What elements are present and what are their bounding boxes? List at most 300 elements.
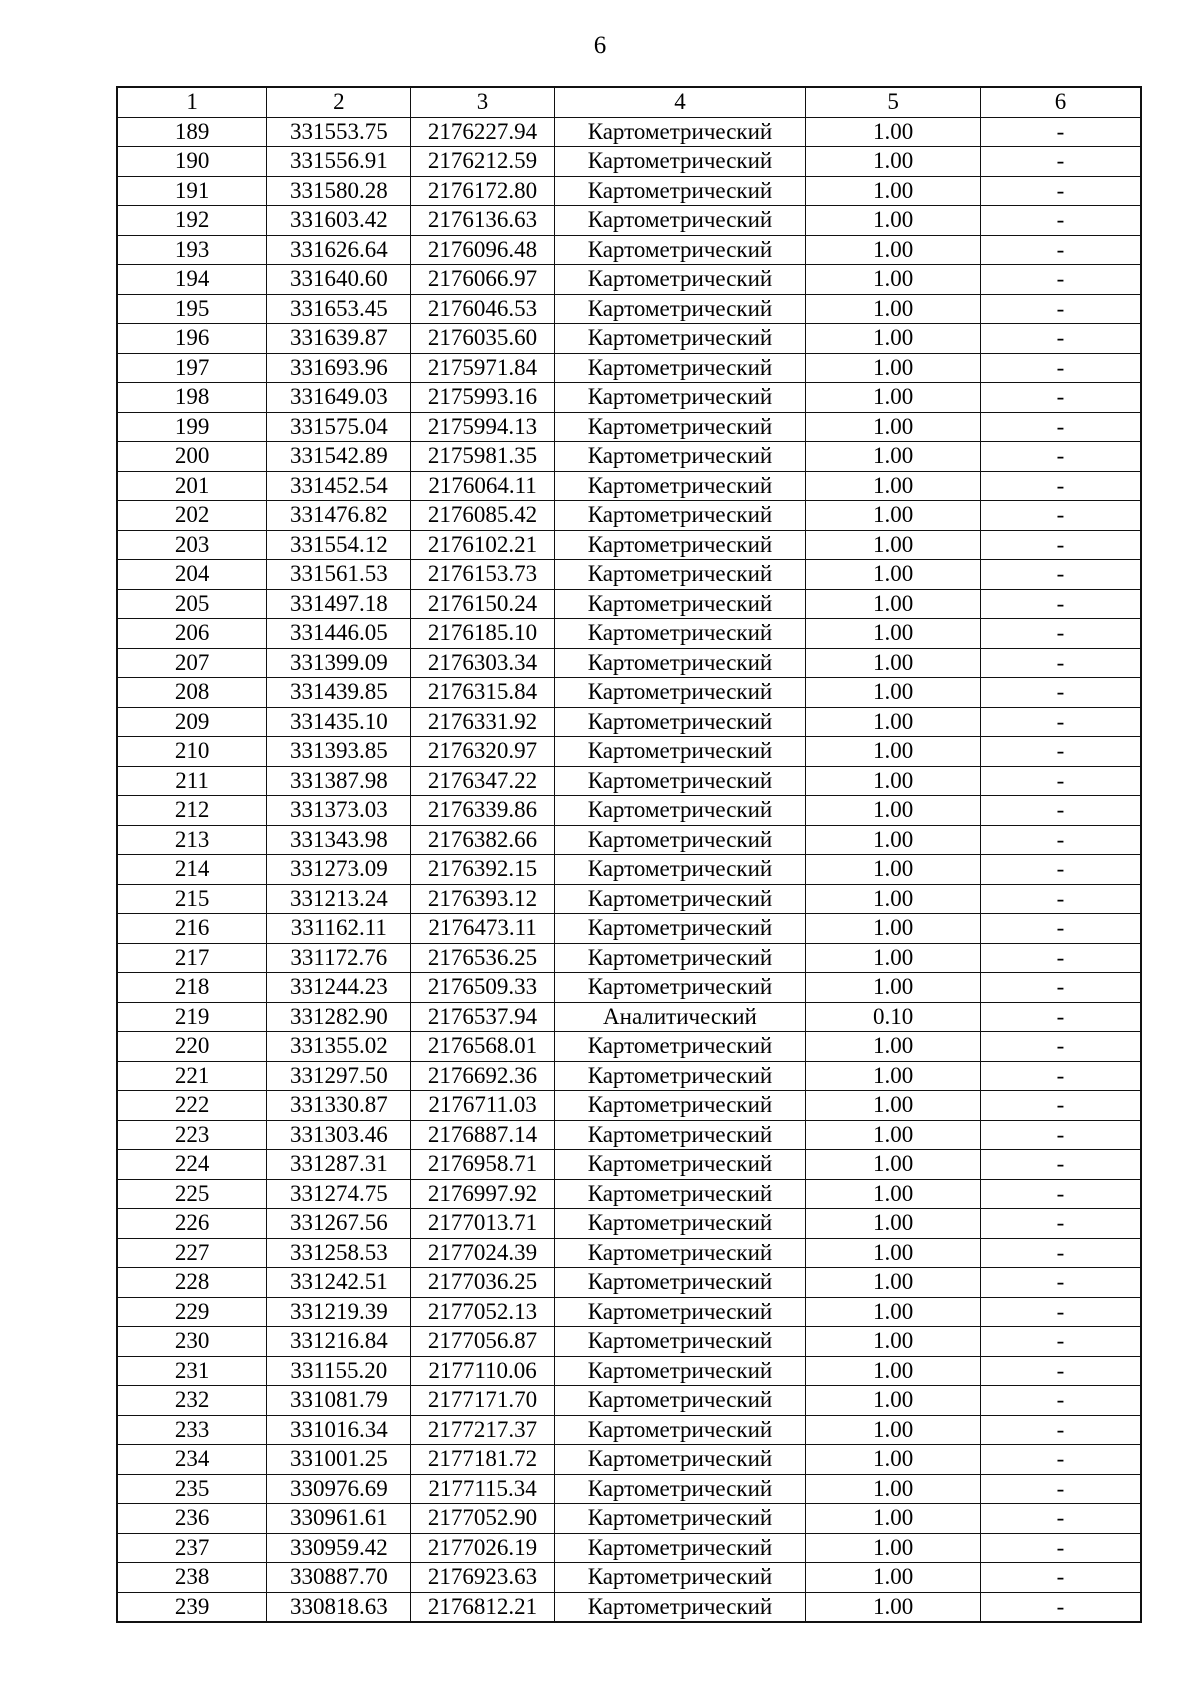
note-cell: -	[980, 530, 1141, 560]
y-coordinate-cell: 2177052.90	[411, 1504, 554, 1534]
table-row	[117, 353, 1141, 383]
y-coordinate-cell: 2176923.63	[411, 1563, 554, 1593]
note-cell: -	[980, 914, 1141, 944]
table-row	[117, 383, 1141, 413]
x-coordinate-cell: 331373.03	[267, 796, 411, 826]
point-number-cell: 222	[117, 1091, 267, 1121]
method-cell: Картометрический	[554, 442, 806, 472]
accuracy-cell: 1.00	[806, 1445, 981, 1475]
note-cell: -	[980, 1533, 1141, 1563]
x-coordinate-cell: 331554.12	[267, 530, 411, 560]
table-row	[117, 1209, 1141, 1239]
table-row	[117, 235, 1141, 265]
accuracy-cell: 1.00	[806, 176, 981, 206]
x-coordinate-cell: 331258.53	[267, 1238, 411, 1268]
method-cell: Картометрический	[554, 973, 806, 1003]
method-cell: Картометрический	[554, 235, 806, 265]
accuracy-cell: 1.00	[806, 1415, 981, 1445]
point-number-cell: 189	[117, 117, 267, 147]
note-cell: -	[980, 560, 1141, 590]
accuracy-cell: 1.00	[806, 117, 981, 147]
point-number-cell: 201	[117, 471, 267, 501]
point-number-cell: 239	[117, 1592, 267, 1622]
accuracy-cell: 1.00	[806, 383, 981, 413]
x-coordinate-cell: 331155.20	[267, 1356, 411, 1386]
point-number-cell: 221	[117, 1061, 267, 1091]
table-row	[117, 973, 1141, 1003]
x-coordinate-cell: 331580.28	[267, 176, 411, 206]
method-cell: Картометрический	[554, 530, 806, 560]
y-coordinate-cell: 2176339.86	[411, 796, 554, 826]
y-coordinate-cell: 2177026.19	[411, 1533, 554, 1563]
x-coordinate-cell: 331446.05	[267, 619, 411, 649]
note-cell: -	[980, 1032, 1141, 1062]
y-coordinate-cell: 2177217.37	[411, 1415, 554, 1445]
point-number-cell: 236	[117, 1504, 267, 1534]
x-coordinate-cell: 331213.24	[267, 884, 411, 914]
accuracy-cell: 1.00	[806, 914, 981, 944]
accuracy-cell: 1.00	[806, 1238, 981, 1268]
point-number-cell: 211	[117, 766, 267, 796]
y-coordinate-cell: 2176085.42	[411, 501, 554, 531]
x-coordinate-cell: 331497.18	[267, 589, 411, 619]
table-row	[117, 117, 1141, 147]
y-coordinate-cell: 2176568.01	[411, 1032, 554, 1062]
accuracy-cell: 1.00	[806, 737, 981, 767]
method-cell: Картометрический	[554, 884, 806, 914]
table-row	[117, 1091, 1141, 1121]
table-row	[117, 294, 1141, 324]
note-cell: -	[980, 1474, 1141, 1504]
method-cell: Картометрический	[554, 294, 806, 324]
x-coordinate-cell: 331439.85	[267, 678, 411, 708]
accuracy-cell: 1.00	[806, 1563, 981, 1593]
y-coordinate-cell: 2176227.94	[411, 117, 554, 147]
x-coordinate-cell: 331575.04	[267, 412, 411, 442]
x-coordinate-cell: 331639.87	[267, 324, 411, 354]
table-row	[117, 206, 1141, 236]
accuracy-cell: 1.00	[806, 1150, 981, 1180]
point-number-cell: 237	[117, 1533, 267, 1563]
x-coordinate-cell: 331244.23	[267, 973, 411, 1003]
y-coordinate-cell: 2177181.72	[411, 1445, 554, 1475]
point-number-cell: 205	[117, 589, 267, 619]
table-row	[117, 1592, 1141, 1622]
point-number-cell: 194	[117, 265, 267, 295]
accuracy-cell: 1.00	[806, 589, 981, 619]
x-coordinate-cell: 331693.96	[267, 353, 411, 383]
x-coordinate-cell: 331297.50	[267, 1061, 411, 1091]
x-coordinate-cell: 331355.02	[267, 1032, 411, 1062]
table-header-row	[117, 87, 1141, 117]
note-cell: -	[980, 324, 1141, 354]
table-row	[117, 648, 1141, 678]
y-coordinate-cell: 2176997.92	[411, 1179, 554, 1209]
table-row	[117, 1386, 1141, 1416]
point-number-cell: 209	[117, 707, 267, 737]
table-row	[117, 796, 1141, 826]
accuracy-cell: 1.00	[806, 766, 981, 796]
table-row	[117, 619, 1141, 649]
accuracy-cell: 1.00	[806, 825, 981, 855]
method-cell: Картометрический	[554, 855, 806, 885]
x-coordinate-cell: 330887.70	[267, 1563, 411, 1593]
note-cell: -	[980, 1356, 1141, 1386]
point-number-cell: 195	[117, 294, 267, 324]
method-cell: Картометрический	[554, 1386, 806, 1416]
accuracy-cell: 1.00	[806, 619, 981, 649]
y-coordinate-cell: 2176136.63	[411, 206, 554, 236]
x-coordinate-cell: 330818.63	[267, 1592, 411, 1622]
accuracy-cell: 1.00	[806, 235, 981, 265]
column-header-6: 6	[980, 87, 1141, 117]
point-number-cell: 212	[117, 796, 267, 826]
point-number-cell: 193	[117, 235, 267, 265]
y-coordinate-cell: 2176320.97	[411, 737, 554, 767]
point-number-cell: 208	[117, 678, 267, 708]
table-row	[117, 855, 1141, 885]
note-cell: -	[980, 1297, 1141, 1327]
accuracy-cell: 1.00	[806, 1504, 981, 1534]
note-cell: -	[980, 501, 1141, 531]
table-row	[117, 530, 1141, 560]
method-cell: Картометрический	[554, 117, 806, 147]
point-number-cell: 219	[117, 1002, 267, 1032]
method-cell: Картометрический	[554, 1032, 806, 1062]
note-cell: -	[980, 737, 1141, 767]
method-cell: Картометрический	[554, 796, 806, 826]
method-cell: Картометрический	[554, 176, 806, 206]
y-coordinate-cell: 2176315.84	[411, 678, 554, 708]
note-cell: -	[980, 206, 1141, 236]
method-cell: Аналитический	[554, 1002, 806, 1032]
method-cell: Картометрический	[554, 943, 806, 973]
table-row	[117, 1563, 1141, 1593]
point-number-cell: 226	[117, 1209, 267, 1239]
point-number-cell: 196	[117, 324, 267, 354]
y-coordinate-cell: 2176185.10	[411, 619, 554, 649]
table-row	[117, 589, 1141, 619]
note-cell: -	[980, 678, 1141, 708]
y-coordinate-cell: 2177036.25	[411, 1268, 554, 1298]
table-row	[117, 884, 1141, 914]
point-number-cell: 200	[117, 442, 267, 472]
y-coordinate-cell: 2177056.87	[411, 1327, 554, 1357]
y-coordinate-cell: 2176887.14	[411, 1120, 554, 1150]
point-number-cell: 227	[117, 1238, 267, 1268]
table-row	[117, 1238, 1141, 1268]
accuracy-cell: 1.00	[806, 1179, 981, 1209]
accuracy-cell: 1.00	[806, 1386, 981, 1416]
accuracy-cell: 1.00	[806, 294, 981, 324]
point-number-cell: 218	[117, 973, 267, 1003]
note-cell: -	[980, 589, 1141, 619]
y-coordinate-cell: 2176812.21	[411, 1592, 554, 1622]
table-row	[117, 707, 1141, 737]
note-cell: -	[980, 1061, 1141, 1091]
point-number-cell: 225	[117, 1179, 267, 1209]
x-coordinate-cell: 331542.89	[267, 442, 411, 472]
y-coordinate-cell: 2176035.60	[411, 324, 554, 354]
table-row	[117, 1061, 1141, 1091]
note-cell: -	[980, 353, 1141, 383]
y-coordinate-cell: 2177171.70	[411, 1386, 554, 1416]
method-cell: Картометрический	[554, 1563, 806, 1593]
note-cell: -	[980, 1592, 1141, 1622]
point-number-cell: 220	[117, 1032, 267, 1062]
accuracy-cell: 1.00	[806, 648, 981, 678]
table-row	[117, 1268, 1141, 1298]
x-coordinate-cell: 330959.42	[267, 1533, 411, 1563]
x-coordinate-cell: 331435.10	[267, 707, 411, 737]
point-number-cell: 210	[117, 737, 267, 767]
method-cell: Картометрический	[554, 737, 806, 767]
x-coordinate-cell: 331274.75	[267, 1179, 411, 1209]
x-coordinate-cell: 331399.09	[267, 648, 411, 678]
point-number-cell: 197	[117, 353, 267, 383]
y-coordinate-cell: 2176153.73	[411, 560, 554, 590]
x-coordinate-cell: 331287.31	[267, 1150, 411, 1180]
table-row	[117, 324, 1141, 354]
accuracy-cell: 1.00	[806, 1032, 981, 1062]
note-cell: -	[980, 1120, 1141, 1150]
x-coordinate-cell: 331081.79	[267, 1386, 411, 1416]
method-cell: Картометрический	[554, 1297, 806, 1327]
note-cell: -	[980, 265, 1141, 295]
accuracy-cell: 1.00	[806, 1297, 981, 1327]
y-coordinate-cell: 2177013.71	[411, 1209, 554, 1239]
x-coordinate-cell: 331016.34	[267, 1415, 411, 1445]
method-cell: Картометрический	[554, 501, 806, 531]
table-row	[117, 1356, 1141, 1386]
table-row	[117, 471, 1141, 501]
y-coordinate-cell: 2176172.80	[411, 176, 554, 206]
note-cell: -	[980, 1179, 1141, 1209]
method-cell: Картометрический	[554, 471, 806, 501]
accuracy-cell: 1.00	[806, 1209, 981, 1239]
table-row	[117, 766, 1141, 796]
accuracy-cell: 1.00	[806, 530, 981, 560]
x-coordinate-cell: 331282.90	[267, 1002, 411, 1032]
x-coordinate-cell: 331476.82	[267, 501, 411, 531]
note-cell: -	[980, 1386, 1141, 1416]
x-coordinate-cell: 331649.03	[267, 383, 411, 413]
method-cell: Картометрический	[554, 1061, 806, 1091]
accuracy-cell: 1.00	[806, 678, 981, 708]
note-cell: -	[980, 796, 1141, 826]
method-cell: Картометрический	[554, 265, 806, 295]
method-cell: Картометрический	[554, 1356, 806, 1386]
y-coordinate-cell: 2176536.25	[411, 943, 554, 973]
note-cell: -	[980, 1002, 1141, 1032]
method-cell: Картометрический	[554, 1533, 806, 1563]
accuracy-cell: 1.00	[806, 707, 981, 737]
method-cell: Картометрический	[554, 914, 806, 944]
x-coordinate-cell: 331303.46	[267, 1120, 411, 1150]
method-cell: Картометрический	[554, 1091, 806, 1121]
method-cell: Картометрический	[554, 206, 806, 236]
note-cell: -	[980, 147, 1141, 177]
method-cell: Картометрический	[554, 707, 806, 737]
note-cell: -	[980, 442, 1141, 472]
note-cell: -	[980, 1238, 1141, 1268]
method-cell: Картометрический	[554, 678, 806, 708]
point-number-cell: 199	[117, 412, 267, 442]
accuracy-cell: 1.00	[806, 973, 981, 1003]
note-cell: -	[980, 412, 1141, 442]
method-cell: Картометрический	[554, 1327, 806, 1357]
point-number-cell: 238	[117, 1563, 267, 1593]
note-cell: -	[980, 235, 1141, 265]
note-cell: -	[980, 1563, 1141, 1593]
note-cell: -	[980, 1445, 1141, 1475]
coordinates-table	[116, 86, 1142, 1623]
x-coordinate-cell: 331343.98	[267, 825, 411, 855]
x-coordinate-cell: 331561.53	[267, 560, 411, 590]
x-coordinate-cell: 331393.85	[267, 737, 411, 767]
table-row	[117, 1445, 1141, 1475]
accuracy-cell: 1.00	[806, 412, 981, 442]
table-row	[117, 1002, 1141, 1032]
point-number-cell: 207	[117, 648, 267, 678]
note-cell: -	[980, 1415, 1141, 1445]
x-coordinate-cell: 331556.91	[267, 147, 411, 177]
x-coordinate-cell: 331653.45	[267, 294, 411, 324]
y-coordinate-cell: 2175993.16	[411, 383, 554, 413]
table-row	[117, 1297, 1141, 1327]
accuracy-cell: 1.00	[806, 1592, 981, 1622]
point-number-cell: 232	[117, 1386, 267, 1416]
method-cell: Картометрический	[554, 589, 806, 619]
point-number-cell: 215	[117, 884, 267, 914]
accuracy-cell: 1.00	[806, 855, 981, 885]
method-cell: Картометрический	[554, 1504, 806, 1534]
y-coordinate-cell: 2176509.33	[411, 973, 554, 1003]
y-coordinate-cell: 2176347.22	[411, 766, 554, 796]
accuracy-cell: 1.00	[806, 1091, 981, 1121]
x-coordinate-cell: 331640.60	[267, 265, 411, 295]
note-cell: -	[980, 1268, 1141, 1298]
y-coordinate-cell: 2177024.39	[411, 1238, 554, 1268]
table-row	[117, 943, 1141, 973]
table-row	[117, 501, 1141, 531]
x-coordinate-cell: 330961.61	[267, 1504, 411, 1534]
point-number-cell: 206	[117, 619, 267, 649]
y-coordinate-cell: 2176958.71	[411, 1150, 554, 1180]
x-coordinate-cell: 331162.11	[267, 914, 411, 944]
note-cell: -	[980, 1209, 1141, 1239]
method-cell: Картометрический	[554, 1592, 806, 1622]
note-cell: -	[980, 943, 1141, 973]
accuracy-cell: 1.00	[806, 943, 981, 973]
note-cell: -	[980, 471, 1141, 501]
table-row	[117, 1474, 1141, 1504]
y-coordinate-cell: 2176711.03	[411, 1091, 554, 1121]
accuracy-cell: 1.00	[806, 501, 981, 531]
note-cell: -	[980, 1327, 1141, 1357]
accuracy-cell: 1.00	[806, 147, 981, 177]
table-body	[117, 117, 1141, 1622]
method-cell: Картометрический	[554, 412, 806, 442]
method-cell: Картометрический	[554, 324, 806, 354]
table-row	[117, 442, 1141, 472]
accuracy-cell: 1.00	[806, 884, 981, 914]
table-row	[117, 1150, 1141, 1180]
method-cell: Картометрический	[554, 147, 806, 177]
note-cell: -	[980, 884, 1141, 914]
table-row	[117, 147, 1141, 177]
note-cell: -	[980, 383, 1141, 413]
method-cell: Картометрический	[554, 766, 806, 796]
y-coordinate-cell: 2175981.35	[411, 442, 554, 472]
accuracy-cell: 1.00	[806, 206, 981, 236]
table-row	[117, 1415, 1141, 1445]
method-cell: Картометрический	[554, 383, 806, 413]
point-number-cell: 229	[117, 1297, 267, 1327]
point-number-cell: 191	[117, 176, 267, 206]
point-number-cell: 203	[117, 530, 267, 560]
x-coordinate-cell: 331219.39	[267, 1297, 411, 1327]
accuracy-cell: 1.00	[806, 1533, 981, 1563]
y-coordinate-cell: 2176046.53	[411, 294, 554, 324]
y-coordinate-cell: 2176392.15	[411, 855, 554, 885]
method-cell: Картометрический	[554, 1445, 806, 1475]
y-coordinate-cell: 2176064.11	[411, 471, 554, 501]
y-coordinate-cell: 2176096.48	[411, 235, 554, 265]
x-coordinate-cell: 331603.42	[267, 206, 411, 236]
point-number-cell: 231	[117, 1356, 267, 1386]
note-cell: -	[980, 294, 1141, 324]
x-coordinate-cell: 331553.75	[267, 117, 411, 147]
method-cell: Картометрический	[554, 1238, 806, 1268]
table-row	[117, 1327, 1141, 1357]
y-coordinate-cell: 2175994.13	[411, 412, 554, 442]
point-number-cell: 228	[117, 1268, 267, 1298]
point-number-cell: 190	[117, 147, 267, 177]
accuracy-cell: 1.00	[806, 471, 981, 501]
note-cell: -	[980, 619, 1141, 649]
point-number-cell: 192	[117, 206, 267, 236]
method-cell: Картометрический	[554, 1474, 806, 1504]
point-number-cell: 213	[117, 825, 267, 855]
accuracy-cell: 1.00	[806, 324, 981, 354]
accuracy-cell: 1.00	[806, 1474, 981, 1504]
method-cell: Картометрический	[554, 1268, 806, 1298]
table-row	[117, 678, 1141, 708]
point-number-cell: 217	[117, 943, 267, 973]
y-coordinate-cell: 2176212.59	[411, 147, 554, 177]
accuracy-cell: 1.00	[806, 1061, 981, 1091]
column-header-4: 4	[554, 87, 806, 117]
method-cell: Картометрический	[554, 1179, 806, 1209]
point-number-cell: 224	[117, 1150, 267, 1180]
point-number-cell: 204	[117, 560, 267, 590]
method-cell: Картометрический	[554, 560, 806, 590]
accuracy-cell: 0.10	[806, 1002, 981, 1032]
note-cell: -	[980, 648, 1141, 678]
point-number-cell: 216	[117, 914, 267, 944]
y-coordinate-cell: 2175971.84	[411, 353, 554, 383]
method-cell: Картометрический	[554, 1120, 806, 1150]
y-coordinate-cell: 2176393.12	[411, 884, 554, 914]
accuracy-cell: 1.00	[806, 353, 981, 383]
x-coordinate-cell: 331001.25	[267, 1445, 411, 1475]
point-number-cell: 230	[117, 1327, 267, 1357]
note-cell: -	[980, 855, 1141, 885]
method-cell: Картометрический	[554, 825, 806, 855]
table-row	[117, 914, 1141, 944]
y-coordinate-cell: 2176537.94	[411, 1002, 554, 1032]
